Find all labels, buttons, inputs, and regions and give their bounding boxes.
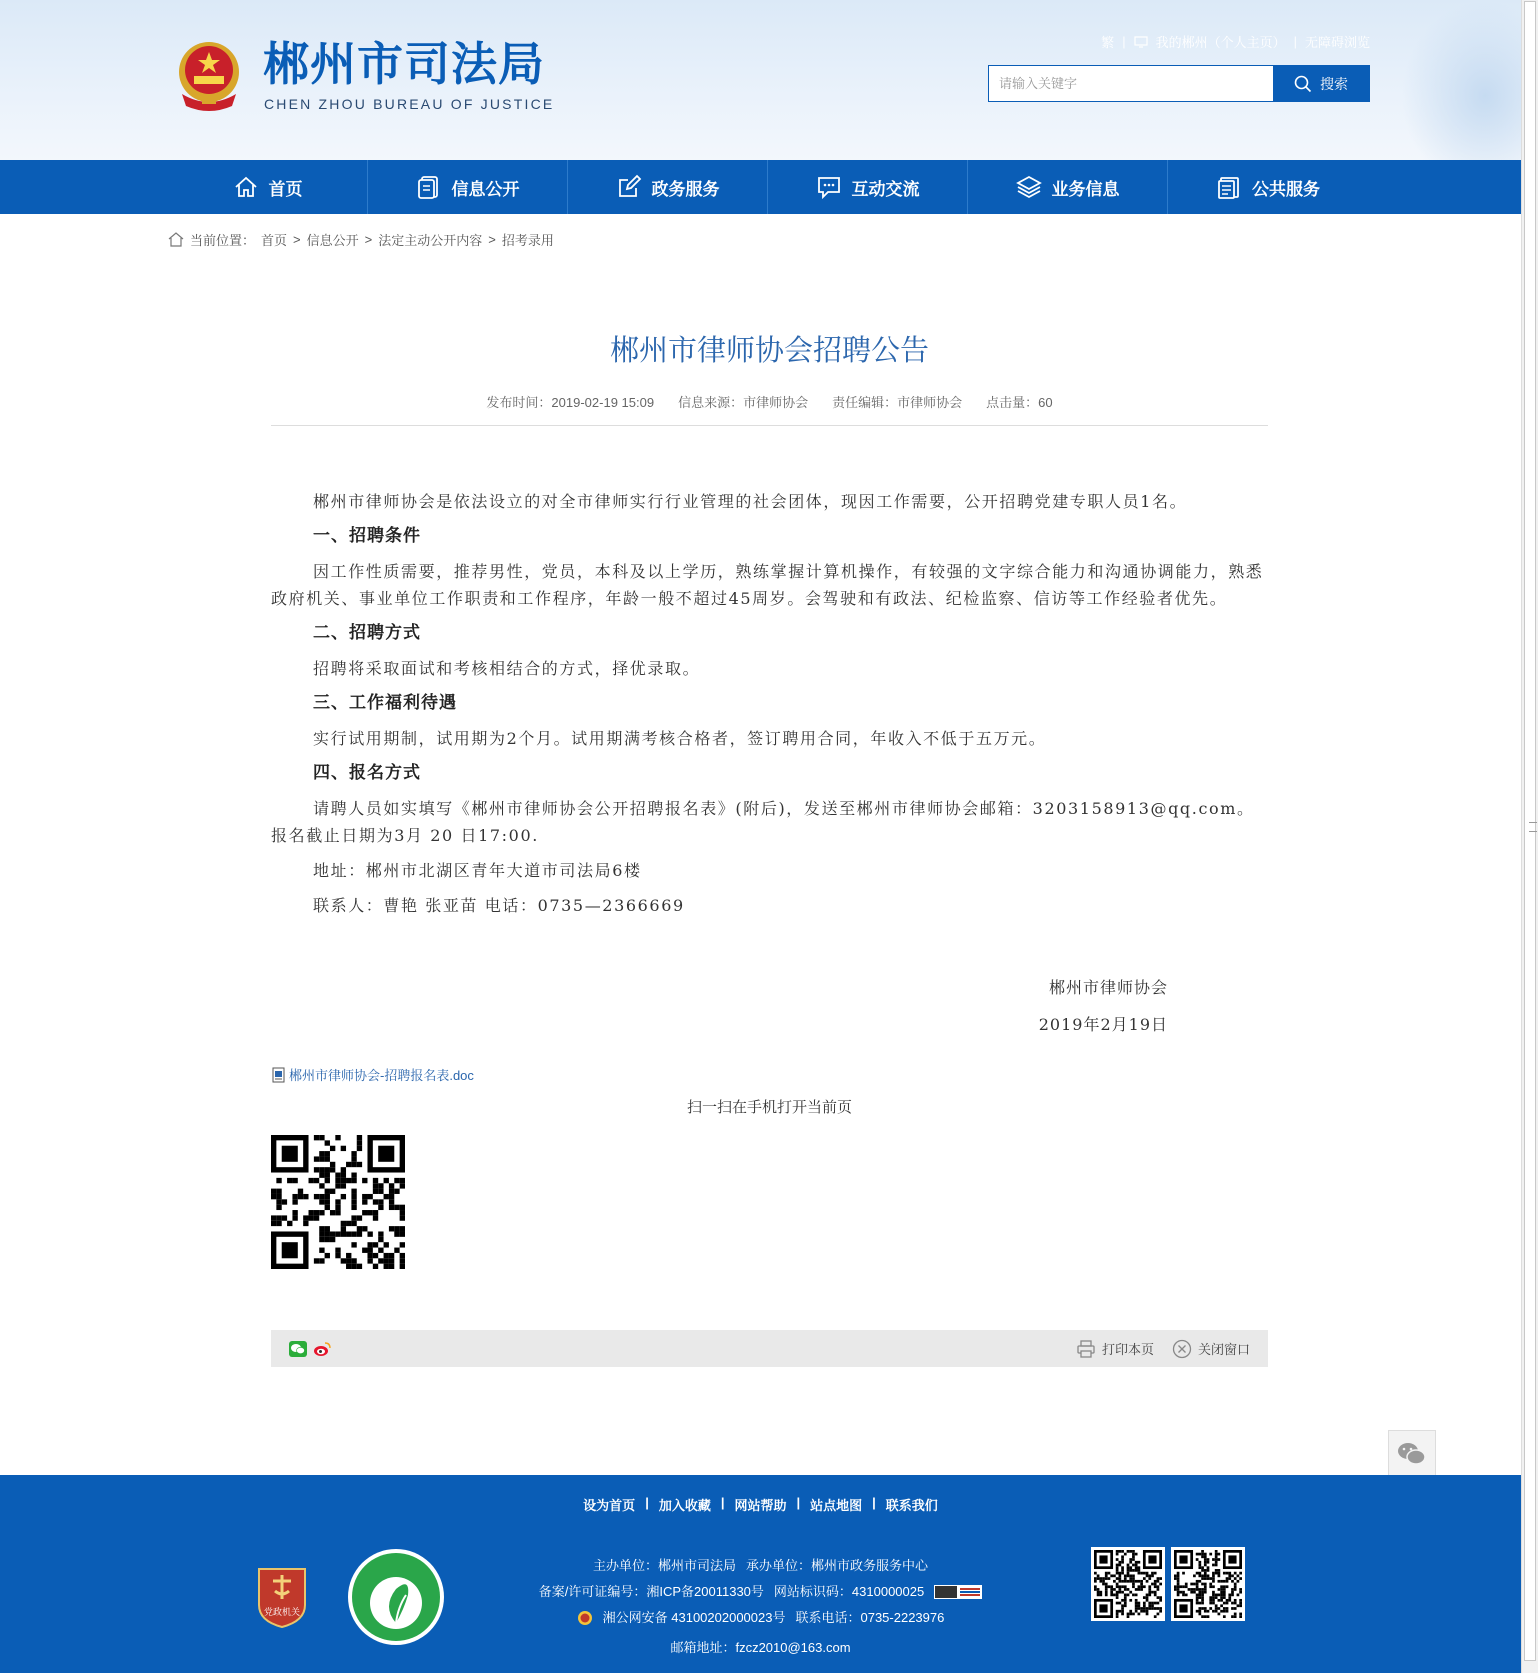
- breadcrumb-separator: >: [293, 232, 301, 247]
- separator: |: [872, 1495, 876, 1510]
- nav-item-public-service[interactable]: [1168, 160, 1368, 214]
- footer-organizer: 承办单位：郴州市政务服务中心: [746, 1558, 929, 1573]
- nav-item-label: 首页: [268, 179, 303, 200]
- breadcrumb-home[interactable]: 首页: [261, 233, 288, 248]
- print-label: 打印本页: [1101, 1342, 1154, 1357]
- section-heading: 四、报名方式: [313, 763, 421, 783]
- search-button-label: 搜索: [1320, 75, 1348, 92]
- national-emblem-icon: [172, 36, 246, 114]
- footer-link-sitemap[interactable]: 站点地图: [810, 1498, 863, 1513]
- footer-info: [0, 1553, 1521, 1661]
- header-decoration: [1401, 0, 1521, 160]
- footer-phone: 联系电话：0735-2223976: [795, 1610, 945, 1625]
- footer-link-set-home[interactable]: 设为首页: [583, 1498, 636, 1513]
- main-nav: [0, 160, 1521, 214]
- breadcrumb-info-disclosure[interactable]: 信息公开: [306, 233, 359, 248]
- signature: [271, 969, 1268, 1043]
- my-chenzhou-link[interactable]: 我的郴州（个人主页）: [1155, 35, 1286, 50]
- separator: |: [720, 1495, 725, 1510]
- search-box: [988, 65, 1370, 102]
- paragraph: 实行试用期制，试用期为2个月。试用期满考核合格者，签订聘用合同，年收入不低于五万元。: [313, 729, 1047, 748]
- signature-date: 2019年2月19日: [1038, 1015, 1168, 1034]
- site-logo-title[interactable]: 郴州市司法局: [263, 37, 545, 91]
- article-title: 郴州市律师协会招聘公告: [609, 333, 929, 367]
- toolbar-actions: [1076, 1339, 1250, 1359]
- hit-count: 点击量：60: [986, 395, 1053, 410]
- nav-item-label: 互动交流: [851, 179, 920, 200]
- footer-icp[interactable]: 备案/许可证编号：湘ICP备20011330号: [538, 1584, 764, 1599]
- divider: [271, 425, 1268, 426]
- nav-item-info-disclosure[interactable]: [368, 160, 568, 214]
- attachment-link[interactable]: [271, 1065, 1268, 1084]
- footer-sponsor: 主办单位：郴州市司法局: [592, 1558, 736, 1573]
- home-icon: [233, 174, 259, 200]
- section-heading: 一、招聘条件: [313, 526, 421, 546]
- breadcrumb-separator: >: [364, 232, 373, 247]
- nav-item-label: 信息公开: [451, 179, 520, 200]
- search-icon: [1294, 75, 1312, 93]
- nav-item-interaction[interactable]: [768, 160, 968, 214]
- paragraph-address: 地址：郴州市北湖区青年大道市司法局6楼: [313, 861, 642, 880]
- search-button[interactable]: [1273, 66, 1369, 101]
- paragraph: 招聘将采取面试和考核相结合的方式，择优录取。: [313, 659, 701, 678]
- footer-links: [0, 1495, 1521, 1514]
- close-label: 关闭窗口: [1197, 1342, 1250, 1357]
- article-body: [271, 488, 1268, 919]
- attachment-name: 郴州市律师协会-招聘报名表.doc: [289, 1068, 474, 1083]
- footer-police-record[interactable]: 湘公网安备 43100202000023号: [602, 1610, 786, 1625]
- traditional-chinese-link[interactable]: 繁: [1101, 35, 1115, 50]
- nav-item-home[interactable]: [168, 160, 368, 214]
- scrollbar-thumb[interactable]: [1524, 1, 1536, 1661]
- footer-qr-code-wechat: [1091, 1547, 1165, 1621]
- scrollbar[interactable]: [1521, 0, 1538, 1673]
- separator: |: [1293, 34, 1297, 49]
- paragraph: 请聘人员如实填写《郴州市律师协会公开招聘报名表》(附后)，发送至郴州市律师协会邮箱：3203158913@qq.com。报名截止日期为3月 20 日17:00.: [271, 799, 1255, 845]
- close-circle-icon: [1172, 1339, 1192, 1359]
- footer-link-help[interactable]: 网站帮助: [734, 1498, 787, 1513]
- nav-item-business-info[interactable]: [968, 160, 1168, 214]
- signature-org: 郴州市律师协会: [1048, 978, 1168, 997]
- footer-link-contact[interactable]: 联系我们: [885, 1498, 938, 1513]
- wechat-icon[interactable]: [289, 1341, 307, 1357]
- footer-email: 邮箱地址：fzcz2010@163.com: [670, 1640, 851, 1655]
- share-icons: [289, 1341, 331, 1357]
- footer-link-favorite[interactable]: 加入收藏: [658, 1498, 711, 1513]
- qr-title: 扫一扫在手机打开当前页: [686, 1099, 852, 1116]
- accessible-browsing-link[interactable]: 无障碍浏览: [1304, 35, 1370, 50]
- doc-file-icon: [271, 1067, 287, 1083]
- info-source: 信息来源：市律师协会: [678, 395, 809, 410]
- breadcrumb-recruitment[interactable]: 招考录用: [501, 233, 554, 248]
- breadcrumb-prefix: 当前位置：: [190, 233, 256, 248]
- print-button[interactable]: [1076, 1339, 1154, 1359]
- edit-icon: [616, 174, 642, 200]
- weibo-icon[interactable]: [313, 1341, 331, 1357]
- publish-time: 发布时间：2019-02-19 15:09: [486, 395, 655, 410]
- article: [271, 330, 1268, 1273]
- paragraph-contact: 联系人：曹艳 张亚苗 电话：0735—2366669: [313, 896, 685, 915]
- nav-item-label: 公共服务: [1252, 179, 1320, 200]
- police-badge-icon: [577, 1610, 593, 1626]
- footer-site-id: 网站标识码：4310000025: [773, 1584, 925, 1599]
- section-heading: 三、工作福利待遇: [313, 693, 457, 713]
- section-heading: 二、招聘方式: [313, 623, 421, 643]
- chat-icon: [816, 174, 842, 200]
- article-toolbar: [271, 1330, 1268, 1367]
- home-icon: [168, 232, 184, 247]
- site-header: [0, 0, 1521, 160]
- site-footer: [0, 1475, 1521, 1673]
- paragraph: 因工作性质需要，推荐男性，党员，本科及以上学历，熟练掌握计算机操作，有较强的文字综合能力和沟通协调能力，熟悉政府机关、事业单位工作职责和工作程序，年龄一般不超过45周岁。会驾驶和有政法、纪检监察、信访等工作经验者优先。: [271, 562, 1264, 608]
- breadcrumb-statutory-content[interactable]: 法定主动公开内容: [378, 233, 483, 248]
- float-wechat-button[interactable]: [1388, 1430, 1436, 1478]
- wechat-icon: [1397, 1441, 1427, 1467]
- separator: |: [645, 1495, 649, 1510]
- separator: |: [1122, 34, 1126, 49]
- monitor-icon: [1134, 36, 1148, 48]
- nav-item-label: 政务服务: [651, 179, 720, 200]
- footer-qr-code-app: [1171, 1547, 1245, 1621]
- cnzz-icon[interactable]: [934, 1585, 982, 1599]
- nav-item-gov-service[interactable]: [568, 160, 768, 214]
- clipboard-icon: [1216, 174, 1242, 200]
- badge-label: 党政机关: [263, 1608, 301, 1618]
- layers-icon: [1016, 174, 1042, 200]
- separator: |: [796, 1495, 801, 1510]
- printer-icon: [1076, 1339, 1096, 1359]
- breadcrumb-separator: >: [488, 232, 496, 247]
- article-meta: [271, 392, 1268, 411]
- search-input[interactable]: 请输入关键字: [999, 76, 1078, 91]
- top-links: [1070, 32, 1370, 51]
- editor: 责任编辑：市律师协会: [832, 395, 963, 410]
- document-icon: [416, 174, 442, 200]
- nav-item-label: 业务信息: [1051, 179, 1120, 200]
- page-qr-code: [271, 1135, 405, 1269]
- close-window-button[interactable]: [1172, 1339, 1250, 1359]
- breadcrumb: [168, 230, 554, 249]
- paragraph-intro: 郴州市律师协会是依法设立的对全市律师实行行业管理的社会团体，现因工作需要，公开招聘党建专职人员1名。: [313, 492, 1188, 511]
- site-logo-subtitle: CHEN ZHOU BUREAU OF JUSTICE: [264, 96, 555, 112]
